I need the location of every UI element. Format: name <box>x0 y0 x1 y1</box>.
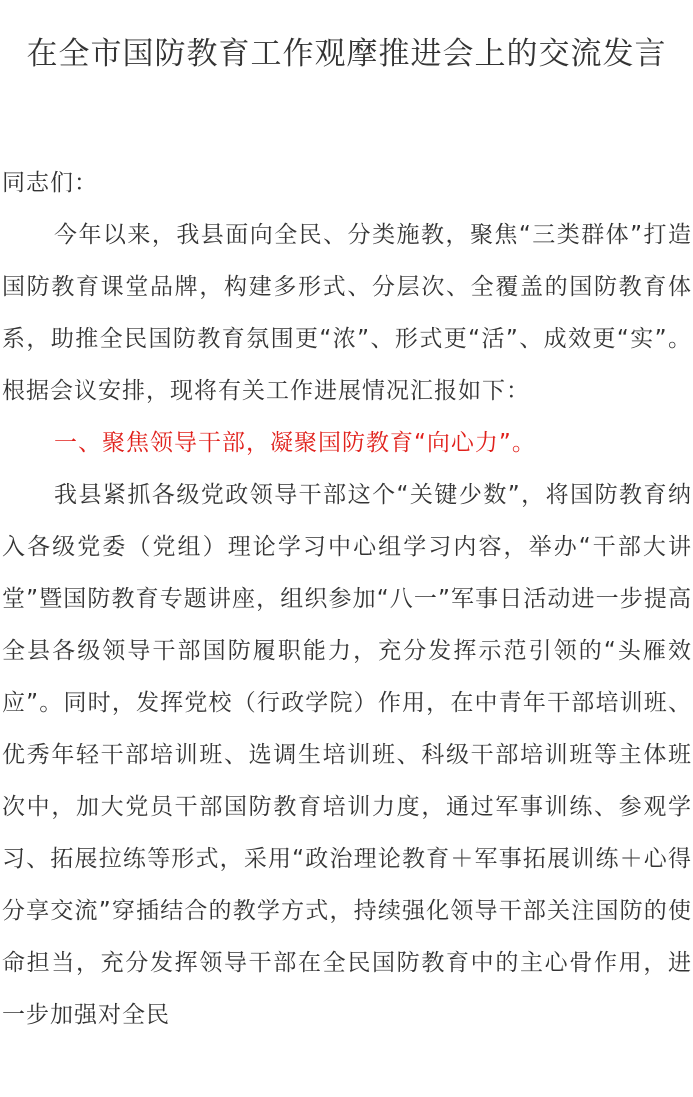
article-title: 在全市国防教育工作观摩推进会上的交流发言 <box>26 36 667 72</box>
section-body-paragraph: 我县紧抓各级党政领导干部这个“关键少数”，将国防教育纳入各级党委（党组）理论学习中心组学习内容，举办“干部大讲堂”暨国防教育专题讲座，组织参加“八一”军事日活动进一步提高全县各级领导干部国防履职能力，充分发挥示范引领的“头雁效应”。同时，发挥党校（行政学院）作用，在中青年干部培训班、优秀年轻干部培训班、选调生培训班、科级干部培训班等主体班次中，加大党员干部国防教育培训力度，通过军事训练、参观学习、拓展拉练等形式，采用“政治理论教育＋军事拓展训练＋心得分享交流”穿插结合的教学方式，持续强化领导干部关注国防的使命担当，充分发挥领导干部在全民国防教育中的主心骨作用，进一步加强对全民 <box>2 482 692 1028</box>
section-heading: 一、聚焦领导干部，凝聚国防教育“向心力”。 <box>54 430 536 456</box>
article-body <box>2 157 692 1041</box>
intro-paragraph: 今年以来，我县面向全民、分类施教，聚焦“三类群体”打造国防教育课堂品牌，构建多形式、分层次、全覆盖的国防教育体系，助推全民国防教育氛围更“浓”、形式更“活”、成效更“实”。根据会议安排，现将有关工作进展情况汇报如下： <box>2 222 692 404</box>
salutation: 同志们： <box>2 170 98 196</box>
